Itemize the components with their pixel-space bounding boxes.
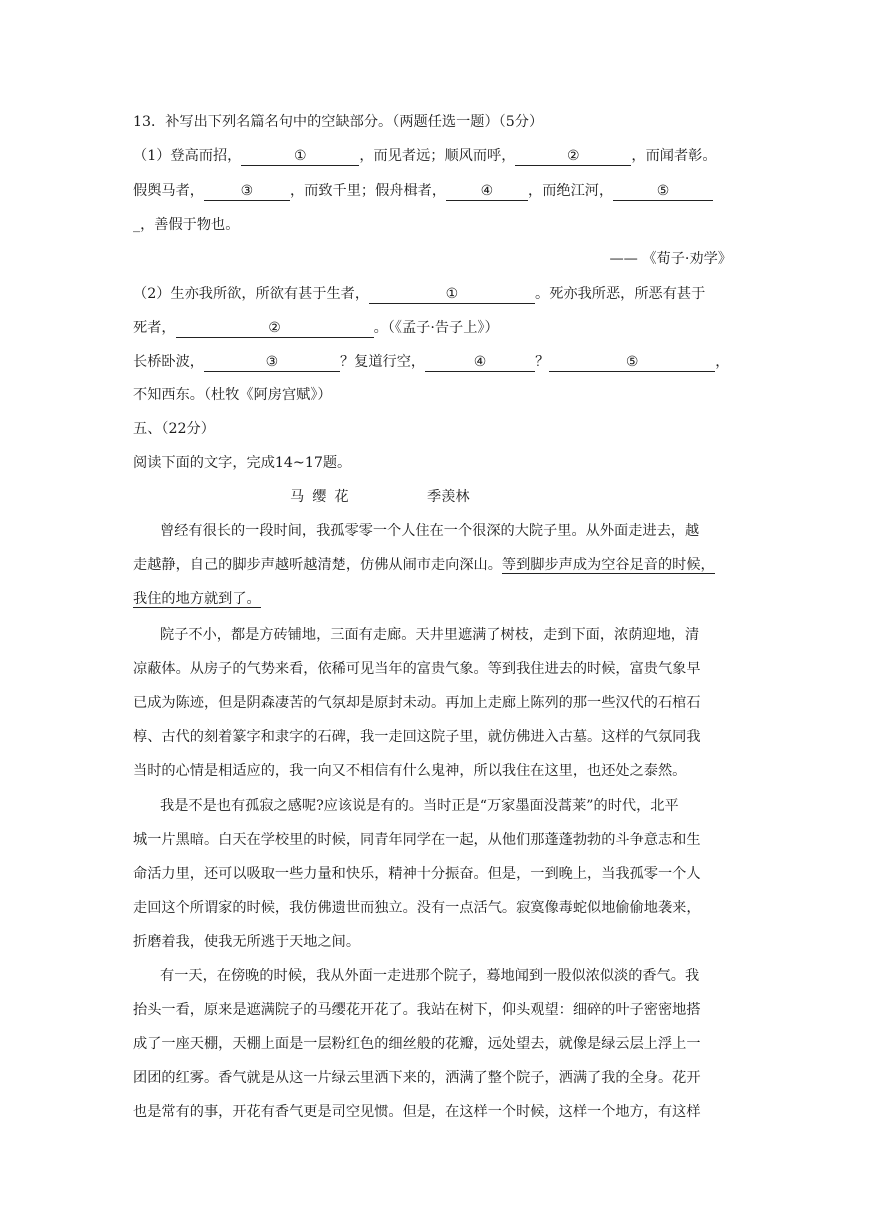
fill-blank-4[interactable]: ④: [425, 353, 535, 372]
fill-blank-4[interactable]: ④: [446, 182, 528, 201]
text-segment: ，而见者远；顺风而呼，: [359, 148, 516, 164]
text-segment: ，善假于物也。: [140, 217, 240, 233]
text-segment: ？: [535, 354, 550, 370]
paragraph-line: 有一天，在傍晚的时候，我从外面一走进那个院子，蓦地闻到一股似浓似淡的香气。我: [160, 968, 700, 984]
article-author: 季羡林: [427, 489, 470, 505]
text-segment: 走越静，自己的脚步声越听越清楚，仿佛从闹市走向深山。: [133, 557, 502, 573]
paragraph-line: 已成为陈迹，但是阴森凄苦的气氛却是原封未动。再加上走廊上陈列的那一些汉代的石棺石: [133, 695, 701, 711]
text-segment: ，: [715, 354, 730, 370]
text-segment: 。死亦我所恶，所恶有甚于: [535, 286, 706, 302]
paragraph-line: 也是常有的事，开花有香气更是司空见惯。但是，在这样一个时候，这样一个地方，有这样: [133, 1104, 701, 1120]
paragraph-line: 城一片黑暗。白天在学校里的时候，同青年同学在一起，从他们那蓬蓬勃勃的斗争意志和生: [133, 832, 701, 848]
fill-blank-2[interactable]: ②: [176, 319, 374, 338]
text-segment: 。（《孟子·告子上》）: [373, 320, 499, 336]
question-13-header: 13．补写出下列名篇名句中的空缺部分。（两题任选一题）（5分）: [133, 114, 544, 130]
text-segment: 假舆马者，: [133, 183, 204, 199]
paragraph-line: 曾经有很长的一段时间，我孤零零一个人住在一个很深的大院子里。从外面走进去，越: [160, 523, 700, 539]
article-title: 马缨花: [290, 489, 357, 505]
fill-blank-5[interactable]: ⑤: [549, 353, 715, 372]
text-segment: ，而致千里；假舟楫者，: [289, 183, 447, 199]
text-segment: （1）登高而招，: [133, 148, 242, 164]
paragraph-line: 我是不是也有孤寂之感呢?应该说是有的。当时正是“万家墨面没蒿莱”的时代，北平: [160, 798, 679, 814]
paragraph-line: 当时的心情是相适应的，我一向又不相信有什么鬼神，所以我住在这里，也还处之泰然。: [133, 763, 687, 779]
fill-blank-1[interactable]: ①: [369, 285, 535, 304]
reading-instruction: 阅读下面的文字，完成14~17题。: [133, 455, 352, 471]
paragraph-line: 走回这个所谓家的时候，我仿佛遗世而独立。没有一点活气。寂寞像毒蛇似地偷偷地袭来，: [133, 900, 701, 916]
fill-blank-1[interactable]: ①: [241, 147, 359, 166]
fill-blank-3[interactable]: ③: [204, 353, 340, 372]
q13-part2-line1: [133, 284, 705, 304]
underlined-sentence: 等到脚步声成为空谷足音的时候，: [501, 557, 715, 573]
underscore-mark: _: [133, 217, 141, 233]
q13-part2-line3: [133, 352, 730, 372]
paragraph-line: 凉蔽体。从房子的气势来看，依稀可见当年的富贵气象。等到我住进去的时候，富贵气象早: [133, 661, 701, 677]
q13-part1-line1: [133, 146, 717, 166]
text-segment: ？复道行空，: [339, 354, 426, 370]
paragraph-line: 抬头一看，原来是遮满院子的马缨花开花了。我站在树下，仰头观望：细碎的叶子密密地搭: [133, 1002, 701, 1018]
underlined-sentence: 我住的地方就到了。: [133, 591, 261, 607]
text-segment: ，而闻者彰。: [631, 148, 717, 164]
paragraph-line: 院子不小，都是方砖铺地，三面有走廊。天井里遮满了树枝，走到下面，浓荫迎地，清: [160, 627, 700, 643]
paragraph-line: 命活力里，还可以吸取一些力量和快乐，精神十分振奋。但是，一到晚上，当我孤零一个人: [133, 866, 701, 882]
text-segment: 死者，: [133, 320, 176, 336]
paragraph-line: 椁、古代的刻着篆字和隶字的石碑，我一走回这院子里，就仿佛进入古墓。这样的气氛同我: [133, 729, 701, 745]
text-segment: ，而绝江河，: [528, 183, 614, 199]
paragraph-line: [133, 589, 261, 609]
paragraph-line: 折磨着我，使我无所逃于天地之间。: [133, 934, 361, 950]
text-segment: （2）生亦我所欲，所欲有甚于生者，: [133, 286, 370, 302]
fill-blank-5[interactable]: ⑤: [613, 182, 713, 201]
q13-part2-line4: 不知西东。（杜牧《阿房宫赋》）: [133, 387, 332, 403]
paragraph-line: 团团的红雾。香气就是从这一片绿云里洒下来的，洒满了整个院子，洒满了我的全身。花开: [133, 1070, 701, 1086]
q13-part2-line2: [133, 318, 499, 338]
q13-part1-line3: [133, 215, 239, 235]
q13-part1-line2: [133, 181, 713, 201]
fill-blank-3[interactable]: ③: [204, 182, 290, 201]
text-segment: 长桥卧波，: [133, 354, 204, 370]
fill-blank-2[interactable]: ②: [515, 147, 631, 166]
q13-part1-source: —— 《荀子·劝学》: [609, 251, 732, 267]
paragraph-line: [133, 555, 715, 575]
paragraph-line: 成了一座天棚，天棚上面是一层粉红色的细丝般的花瓣，远处望去，就像是绿云层上浮上一: [133, 1036, 701, 1052]
section-5-header: 五、（22分）: [133, 421, 215, 437]
